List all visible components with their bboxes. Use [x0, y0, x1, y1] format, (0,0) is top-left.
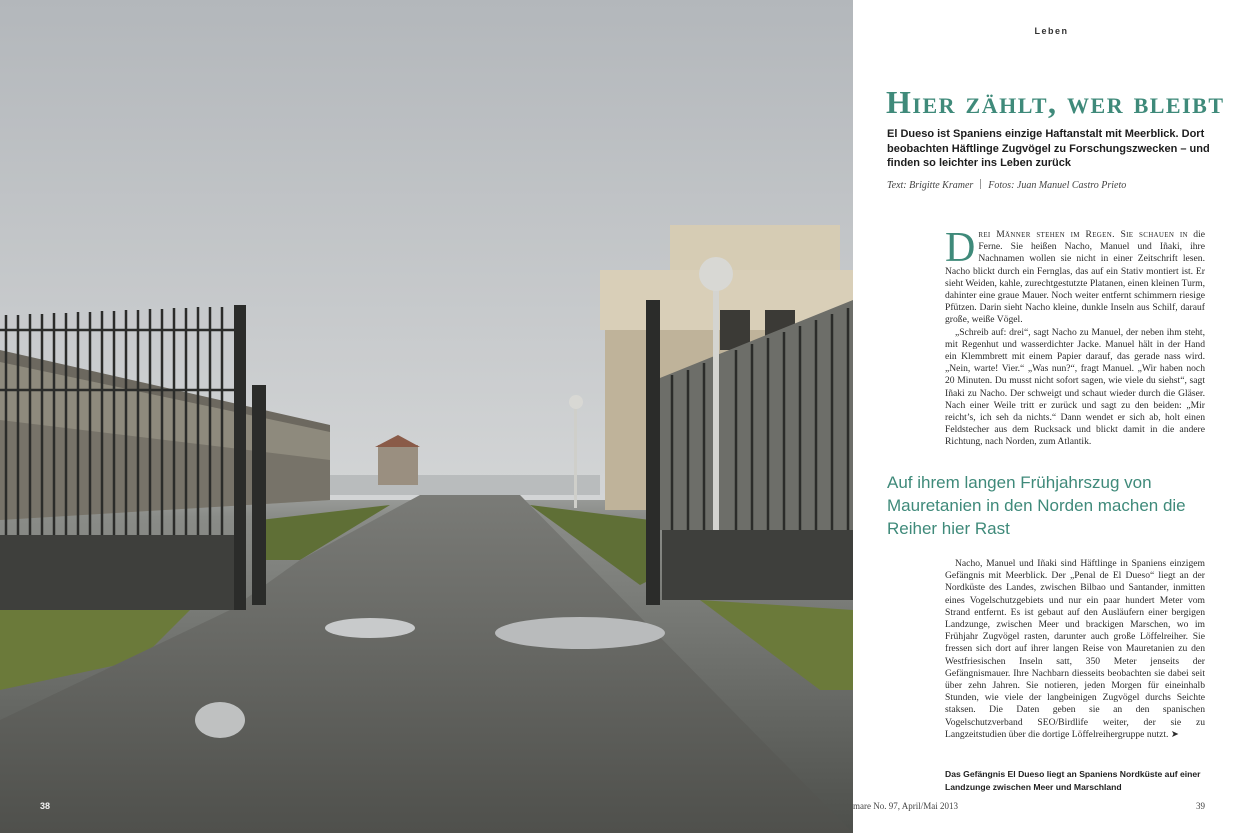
article-credits [887, 179, 1217, 191]
intro-paragraph-2: „Schreib auf: drei“, sagt Nacho zu Manuel, der neben ihm steht, mit Regenhut und wasserdichter Jacke. Manuel hält in der Hand ein Klemmbrett mit einem Papier darauf, das gerade nass wird. „Nein, warte! Vier.“ „Was nun?“, fragt Manuel. „Wir haben noch 20 Minuten. Du musst nicht sofort sagen, wie viele du siehst“, sagt Iñaki zu Nacho. Der schweigt und schaut wieder durch die Gläser. Nach einer Weile tritt er zurück und sagt zu den beiden: „Mir reicht’s, ich seh da nichts.“ Dann wendet er sich ab, holt einen Feldstecher aus dem Rucksack und blickt damit in die andere Richtung, nach Norden, zum Atlantik. [945, 326, 1205, 448]
article-dek: El Dueso ist Spaniens einzige Haftanstalt mit Meerblick. Dort beobachten Häftlinge Zugvögel zu Forschungszwecken – und finden so leichter ins Leben zurück [887, 128, 1210, 169]
author-credit: Text: Brigitte Kramer [887, 180, 974, 191]
article-headline: Hier zählt, wer bleibt [886, 84, 1225, 120]
photographer-credit: Fotos: Juan Manuel Castro Prieto [988, 180, 1127, 191]
magazine-footer: mare No. 97, April/Mai 2013 [853, 801, 958, 811]
section-label: Leben [1034, 26, 1069, 36]
page-number-right: 39 [1196, 801, 1205, 811]
intro-paragraph-1 [945, 225, 1205, 327]
main-text-column [945, 558, 1205, 741]
main-paragraph-1-text: Nacho, Manuel und Iñaki sind Häftlinge in Spaniens einzigem Gefängnis mit Meerblick. Der „Penal de El Dueso“ liegt an der Nordküste des Landes, zwischen Bilbao und Santander, inmitten eines Vogelschutzgebiets und nur ein paar hundert Meter vom Strand entfernt. Es ist gebaut auf den Ausläufern einer bergigen Landzunge, zwischen Meer und brackigen Marschen, wo im Frühjahr Zugvögel rasten, darunter auch große Löffelreiher. Sie fressen sich dort auf ihrer langen Reise von Mauretanien zu den Westfriesischen Inseln satt, 350 Meter jenseits der Gefängnismauer. Ihre Nachbarn diesseits beobachten sie dabei seit über zehn Jahren. Sie notieren, jeden Morgen für eineinhalb Stunden, wie viele der langbeinigen Zugvögel durchs Seichte staksen. Die Daten geben sie an den spanischen Vogelschutzverband SEO/Birdlife weiter, der sie zu Langzeitstudien über die dortige Löffelreihergruppe nutzt. [945, 558, 1205, 740]
credit-divider [980, 179, 981, 189]
end-mark-icon: ➤ [1170, 728, 1179, 740]
page-number-left: 38 [40, 801, 51, 811]
intro-text-column [945, 225, 1205, 449]
drop-cap: D [945, 225, 976, 271]
lead-in-caps: rei Männer stehen im Regen. Sie schauen in [978, 229, 1188, 240]
article-page [853, 0, 1250, 833]
pull-quote: Auf ihrem langen Frühjahrszug von Mauretanien in den Norden machen die Reiher hier Rast [887, 473, 1186, 538]
main-paragraph-1 [945, 558, 1205, 741]
photo-caption: Das Gefängnis El Dueso liegt an Spaniens Nordküste auf einer Landzunge zwischen Meer und Marschland [945, 769, 1201, 792]
intro-paragraph-1-text: die Ferne. Sie heißen Nacho, Manuel und Iñaki, ihre Nachnamen wollen sie nicht in einer Zeitschrift lesen. Nacho blickt durch ein Fernglas, das auf ein Stativ montiert ist. Er sieht Weiden, kahle, zurechtgestutzte Platanen, einen kleinen Turm, dahinter eine graue Mauer. Noch weiter entfernt schimmern riesige Pfützen. Darin sieht Nacho kleine, dunkle Inseln aus Schilf, darauf große, weiße Vögel. [945, 229, 1205, 326]
